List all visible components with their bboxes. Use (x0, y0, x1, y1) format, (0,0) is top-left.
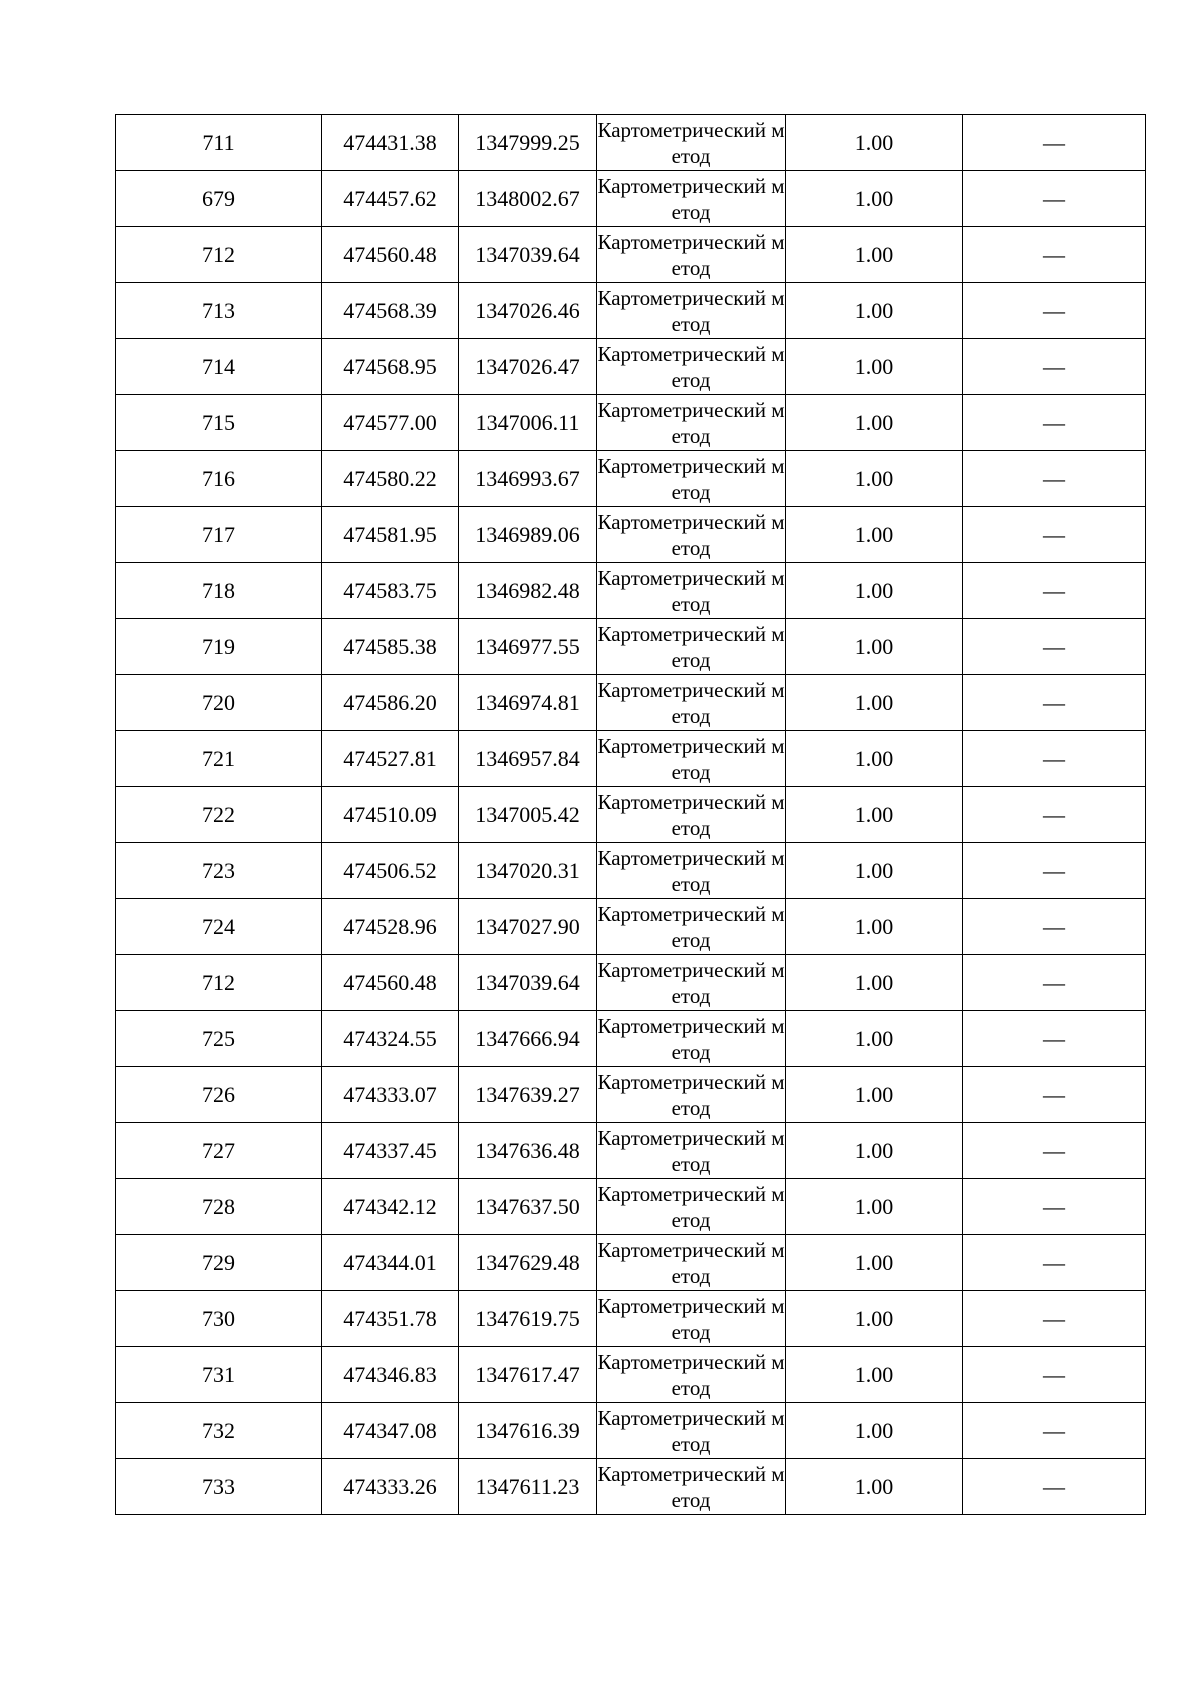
accuracy-cell: 1.00 (786, 899, 963, 955)
coordinate-x-cell: 474585.38 (322, 619, 459, 675)
description-cell: — (963, 507, 1146, 563)
coordinate-x-cell: 474431.38 (322, 115, 459, 171)
coordinate-x-cell: 474346.83 (322, 1347, 459, 1403)
coordinate-y-cell: 1347999.25 (459, 115, 597, 171)
description-cell: — (963, 115, 1146, 171)
coordinate-y-cell: 1346977.55 (459, 619, 597, 675)
coordinate-y-cell: 1347039.64 (459, 227, 597, 283)
coordinate-y-cell: 1346974.81 (459, 675, 597, 731)
coordinate-x-cell: 474577.00 (322, 395, 459, 451)
description-cell: — (963, 1179, 1146, 1235)
accuracy-cell: 1.00 (786, 731, 963, 787)
description-cell: — (963, 227, 1146, 283)
point-number-cell: 711 (116, 115, 322, 171)
description-cell: — (963, 843, 1146, 899)
coordinate-x-cell: 474342.12 (322, 1179, 459, 1235)
accuracy-cell: 1.00 (786, 395, 963, 451)
point-number-cell: 712 (116, 955, 322, 1011)
method-cell: Картометрический метод (597, 563, 786, 619)
method-cell: Картометрический метод (597, 1123, 786, 1179)
accuracy-cell: 1.00 (786, 1067, 963, 1123)
coordinate-x-cell: 474568.95 (322, 339, 459, 395)
table-row (116, 227, 1146, 283)
point-number-cell: 713 (116, 283, 322, 339)
table-row (116, 1011, 1146, 1067)
table-row (116, 1123, 1146, 1179)
method-cell: Картометрический метод (597, 1179, 786, 1235)
point-number-cell: 730 (116, 1291, 322, 1347)
description-cell: — (963, 451, 1146, 507)
method-cell: Картометрический метод (597, 451, 786, 507)
table-row (116, 675, 1146, 731)
table-row (116, 787, 1146, 843)
coordinate-x-cell: 474586.20 (322, 675, 459, 731)
accuracy-cell: 1.00 (786, 843, 963, 899)
table-row (116, 1067, 1146, 1123)
description-cell: — (963, 283, 1146, 339)
accuracy-cell: 1.00 (786, 1011, 963, 1067)
description-cell: — (963, 899, 1146, 955)
coordinate-y-cell: 1347636.48 (459, 1123, 597, 1179)
method-cell: Картометрический метод (597, 507, 786, 563)
accuracy-cell: 1.00 (786, 171, 963, 227)
method-cell: Картометрический метод (597, 1459, 786, 1515)
coordinate-y-cell: 1347637.50 (459, 1179, 597, 1235)
coordinate-x-cell: 474583.75 (322, 563, 459, 619)
coordinate-x-cell: 474527.81 (322, 731, 459, 787)
point-number-cell: 731 (116, 1347, 322, 1403)
accuracy-cell: 1.00 (786, 1291, 963, 1347)
coordinates-table-body (116, 115, 1146, 1515)
table-row (116, 1179, 1146, 1235)
coordinate-y-cell: 1347020.31 (459, 843, 597, 899)
method-cell: Картометрический метод (597, 619, 786, 675)
accuracy-cell: 1.00 (786, 115, 963, 171)
accuracy-cell: 1.00 (786, 619, 963, 675)
table-row (116, 451, 1146, 507)
coordinate-x-cell: 474344.01 (322, 1235, 459, 1291)
table-row (116, 395, 1146, 451)
point-number-cell: 722 (116, 787, 322, 843)
coordinate-y-cell: 1347039.64 (459, 955, 597, 1011)
description-cell: — (963, 1011, 1146, 1067)
point-number-cell: 723 (116, 843, 322, 899)
method-cell: Картометрический метод (597, 1347, 786, 1403)
method-cell: Картометрический метод (597, 171, 786, 227)
method-cell: Картометрический метод (597, 955, 786, 1011)
coordinate-y-cell: 1347006.11 (459, 395, 597, 451)
accuracy-cell: 1.00 (786, 1179, 963, 1235)
point-number-cell: 718 (116, 563, 322, 619)
accuracy-cell: 1.00 (786, 451, 963, 507)
table-row (116, 563, 1146, 619)
description-cell: — (963, 1235, 1146, 1291)
table-row (116, 1347, 1146, 1403)
coordinate-x-cell: 474560.48 (322, 955, 459, 1011)
method-cell: Картометрический метод (597, 339, 786, 395)
coordinates-table (115, 114, 1146, 1515)
description-cell: — (963, 171, 1146, 227)
coordinate-y-cell: 1347005.42 (459, 787, 597, 843)
coordinate-y-cell: 1346989.06 (459, 507, 597, 563)
accuracy-cell: 1.00 (786, 1235, 963, 1291)
coordinate-x-cell: 474333.07 (322, 1067, 459, 1123)
point-number-cell: 717 (116, 507, 322, 563)
method-cell: Картометрический метод (597, 675, 786, 731)
method-cell: Картометрический метод (597, 283, 786, 339)
point-number-cell: 732 (116, 1403, 322, 1459)
table-row (116, 283, 1146, 339)
coordinate-y-cell: 1347619.75 (459, 1291, 597, 1347)
description-cell: — (963, 1347, 1146, 1403)
method-cell: Картометрический метод (597, 1011, 786, 1067)
coordinate-y-cell: 1348002.67 (459, 171, 597, 227)
coordinate-x-cell: 474581.95 (322, 507, 459, 563)
coordinate-x-cell: 474560.48 (322, 227, 459, 283)
accuracy-cell: 1.00 (786, 1347, 963, 1403)
point-number-cell: 725 (116, 1011, 322, 1067)
description-cell: — (963, 675, 1146, 731)
point-number-cell: 721 (116, 731, 322, 787)
coordinate-y-cell: 1347639.27 (459, 1067, 597, 1123)
description-cell: — (963, 955, 1146, 1011)
point-number-cell: 724 (116, 899, 322, 955)
point-number-cell: 733 (116, 1459, 322, 1515)
point-number-cell: 720 (116, 675, 322, 731)
coordinate-y-cell: 1347611.23 (459, 1459, 597, 1515)
coordinate-x-cell: 474580.22 (322, 451, 459, 507)
coordinate-y-cell: 1347629.48 (459, 1235, 597, 1291)
accuracy-cell: 1.00 (786, 955, 963, 1011)
point-number-cell: 679 (116, 171, 322, 227)
accuracy-cell: 1.00 (786, 787, 963, 843)
coordinate-y-cell: 1347617.47 (459, 1347, 597, 1403)
coordinate-y-cell: 1347027.90 (459, 899, 597, 955)
point-number-cell: 726 (116, 1067, 322, 1123)
table-row (116, 171, 1146, 227)
table-row (116, 899, 1146, 955)
coordinate-y-cell: 1347616.39 (459, 1403, 597, 1459)
method-cell: Картометрический метод (597, 1403, 786, 1459)
coordinate-x-cell: 474457.62 (322, 171, 459, 227)
description-cell: — (963, 731, 1146, 787)
coordinate-x-cell: 474347.08 (322, 1403, 459, 1459)
accuracy-cell: 1.00 (786, 339, 963, 395)
method-cell: Картометрический метод (597, 899, 786, 955)
method-cell: Картометрический метод (597, 115, 786, 171)
table-row (116, 731, 1146, 787)
table-row (116, 1235, 1146, 1291)
method-cell: Картометрический метод (597, 1067, 786, 1123)
accuracy-cell: 1.00 (786, 675, 963, 731)
description-cell: — (963, 787, 1146, 843)
method-cell: Картометрический метод (597, 787, 786, 843)
description-cell: — (963, 339, 1146, 395)
coordinate-y-cell: 1346982.48 (459, 563, 597, 619)
accuracy-cell: 1.00 (786, 1459, 963, 1515)
coordinate-y-cell: 1346957.84 (459, 731, 597, 787)
point-number-cell: 712 (116, 227, 322, 283)
method-cell: Картометрический метод (597, 731, 786, 787)
method-cell: Картометрический метод (597, 395, 786, 451)
point-number-cell: 729 (116, 1235, 322, 1291)
coordinate-y-cell: 1347026.47 (459, 339, 597, 395)
table-row (116, 1291, 1146, 1347)
coordinate-x-cell: 474568.39 (322, 283, 459, 339)
description-cell: — (963, 1459, 1146, 1515)
point-number-cell: 719 (116, 619, 322, 675)
coordinate-x-cell: 474324.55 (322, 1011, 459, 1067)
method-cell: Картометрический метод (597, 227, 786, 283)
description-cell: — (963, 395, 1146, 451)
table-row (116, 619, 1146, 675)
coordinate-x-cell: 474333.26 (322, 1459, 459, 1515)
accuracy-cell: 1.00 (786, 507, 963, 563)
table-row (116, 955, 1146, 1011)
accuracy-cell: 1.00 (786, 227, 963, 283)
table-row (116, 1403, 1146, 1459)
accuracy-cell: 1.00 (786, 1123, 963, 1179)
table-row (116, 339, 1146, 395)
coordinate-y-cell: 1347666.94 (459, 1011, 597, 1067)
point-number-cell: 714 (116, 339, 322, 395)
point-number-cell: 727 (116, 1123, 322, 1179)
method-cell: Картометрический метод (597, 1291, 786, 1347)
table-row (116, 1459, 1146, 1515)
table-row (116, 843, 1146, 899)
table-row (116, 507, 1146, 563)
coordinate-x-cell: 474337.45 (322, 1123, 459, 1179)
description-cell: — (963, 619, 1146, 675)
method-cell: Картометрический метод (597, 1235, 786, 1291)
coordinate-x-cell: 474506.52 (322, 843, 459, 899)
coordinate-x-cell: 474510.09 (322, 787, 459, 843)
coordinate-y-cell: 1346993.67 (459, 451, 597, 507)
point-number-cell: 728 (116, 1179, 322, 1235)
accuracy-cell: 1.00 (786, 1403, 963, 1459)
description-cell: — (963, 1067, 1146, 1123)
point-number-cell: 716 (116, 451, 322, 507)
description-cell: — (963, 1403, 1146, 1459)
coordinate-x-cell: 474528.96 (322, 899, 459, 955)
description-cell: — (963, 563, 1146, 619)
description-cell: — (963, 1123, 1146, 1179)
description-cell: — (963, 1291, 1146, 1347)
accuracy-cell: 1.00 (786, 563, 963, 619)
point-number-cell: 715 (116, 395, 322, 451)
coordinate-x-cell: 474351.78 (322, 1291, 459, 1347)
table-row (116, 115, 1146, 171)
accuracy-cell: 1.00 (786, 283, 963, 339)
method-cell: Картометрический метод (597, 843, 786, 899)
coordinate-y-cell: 1347026.46 (459, 283, 597, 339)
